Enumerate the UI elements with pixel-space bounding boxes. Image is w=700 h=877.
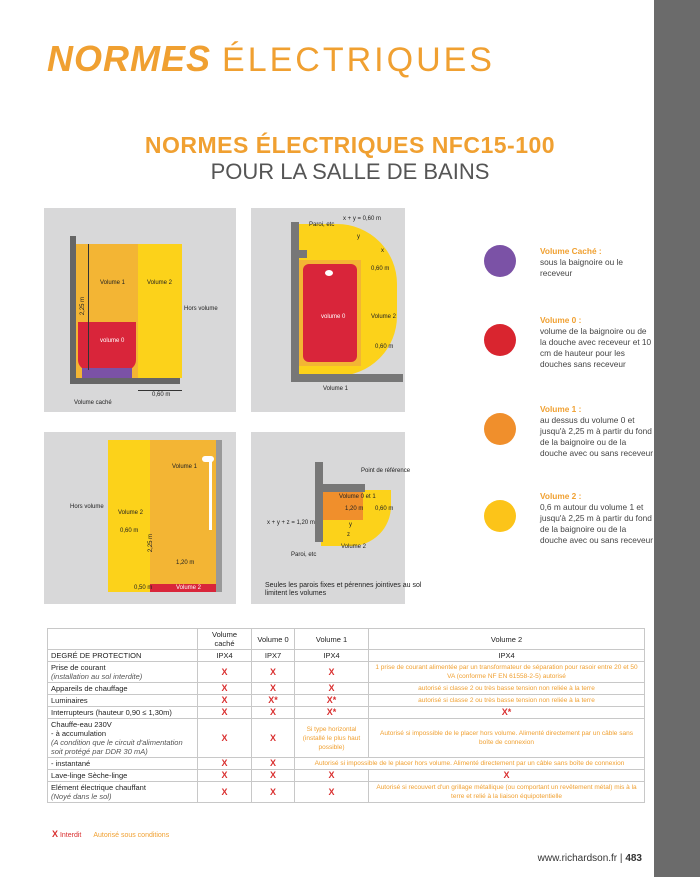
row-label: Prise de courant xyxy=(51,663,106,672)
tub-feet xyxy=(82,368,132,378)
bathtub-volume-0 xyxy=(78,322,136,370)
label-y: y xyxy=(357,234,360,240)
table-row: Interrupteurs (hauteur 0,90 ≤ 1,30m) X X X* X* xyxy=(48,707,645,719)
label-volume-0: volume 0 xyxy=(100,338,125,344)
wall-bottom xyxy=(291,374,403,382)
row-label: DEGRÉ DE PROTECTION xyxy=(48,650,198,662)
legend-title-1: Volume 1 : xyxy=(540,404,582,414)
label-volume-2-shower: Volume 2 xyxy=(118,510,144,516)
table-footnote xyxy=(52,829,169,839)
diagram-bathtub-elevation xyxy=(44,208,236,412)
title-light: ÉLECTRIQUES xyxy=(222,41,495,79)
label-volume-1-plan: Volume 1 xyxy=(323,386,349,392)
label-reference: Point de référence xyxy=(361,468,411,474)
width-line xyxy=(138,390,182,391)
label-060-mid: 0,60 m xyxy=(375,344,394,350)
table-row: Prise de courant (installation au sol interdite) X X X 1 prise de courant alimentée par un transformateur de séparation pour rasoir entre 20 et 50 VA (conforme NF EN 61558-2-5) autorisé xyxy=(48,662,645,683)
label-width: 0,60 m xyxy=(152,392,171,398)
zone-volume-2 xyxy=(138,244,182,378)
page-number: 483 xyxy=(625,853,642,864)
shower-wall xyxy=(216,440,222,592)
table-row: Chauffe-eau 230V - à accumulation (A condition que le circuit d'alimentation soit protégé par DDR 30 mA) X X Si type horizontal (installé le plus haut possible) Autorisé si impossible de le placer hors volume. Alimenté directement par un câble sans boîte de connexion xyxy=(48,719,645,758)
legend-text-2: 0,6 m autour du volume 1 et jusqu'à 2,25 m à partir du fond de la baignoire ou de la douche avec ou sans receveur xyxy=(540,502,654,545)
label-volume-1-shower: Volume 1 xyxy=(172,464,198,470)
col-volume-0: Volume 0 xyxy=(252,629,295,650)
label-120-shower: 1,20 m xyxy=(176,560,195,566)
diagram-shower-plan xyxy=(251,432,422,604)
row-label: Interrupteurs (hauteur 0,90 ≤ 1,30m) xyxy=(48,707,198,719)
row-label: Lave-linge Sèche-linge xyxy=(48,770,198,782)
subtitle-line1: NORMES ÉLECTRIQUES NFC15-100 xyxy=(144,132,556,158)
label-volume-1: Volume 1 xyxy=(100,280,126,286)
legend-dot-volume-2 xyxy=(484,500,516,532)
norms-table xyxy=(47,628,645,803)
shower-pipe xyxy=(209,460,212,530)
row-label: Appareils de chauffage xyxy=(48,683,198,695)
wall-h xyxy=(291,250,307,258)
label-060-shower: 0,60 m xyxy=(120,528,139,534)
label-050-shower: 0,50 m xyxy=(134,585,153,591)
label-060-plan: 0,60 m xyxy=(375,506,394,512)
wall-left xyxy=(291,258,299,382)
label-volume-2-plan: Volume 2 xyxy=(371,314,397,320)
label-x: x xyxy=(381,248,384,254)
legend-text-1: au dessus du volume 0 et jusqu'à 2,25 m à partir du fond de la baignoire ou de la douche avec ou sans receveur xyxy=(540,415,654,458)
table-row: Lave-linge Sèche-linge X X X X xyxy=(48,770,645,782)
legend-title-0: Volume 0 : xyxy=(540,315,582,325)
tub-volume-0-plan xyxy=(303,264,357,362)
drain-icon xyxy=(325,270,333,276)
diagram-note: Seules les parois fixes et pérennes jointives au sol limitent les volumes xyxy=(265,582,422,597)
footnote-autorise: Autorisé sous conditions xyxy=(93,832,170,839)
row-label: - instantané xyxy=(48,758,198,770)
title-bold: NORMES xyxy=(47,38,212,79)
height-line xyxy=(88,244,89,370)
footer-site[interactable]: www.richardson.fr xyxy=(537,853,618,864)
label-z-plan: z xyxy=(347,532,350,538)
legend-text-0: volume de la baignoire ou de la douche avec receveur et 10 cm de hauteur pour les douches sans receveur xyxy=(540,326,652,369)
footnote-x: X xyxy=(52,829,59,839)
floor xyxy=(70,378,180,384)
label-060-top: 0,60 m xyxy=(371,266,390,272)
label-hors-volume: Hors volume xyxy=(184,306,218,312)
table-row: Luminaires X X* X* autorisé si classe 2 ou très basse tension non reliée à la terre xyxy=(48,695,645,707)
label-xy: x + y = 0,60 m xyxy=(343,216,382,222)
col-volume-cache: Volume caché xyxy=(198,629,252,650)
row-label: Elément électrique chauffant xyxy=(51,783,146,792)
diagram-shower-elevation xyxy=(44,432,236,604)
label-xyz: x + y + z = 1,20 m xyxy=(267,520,315,526)
label-hors-volume-shower: Hors volume xyxy=(70,504,104,510)
shower-head-icon xyxy=(202,456,214,462)
subtitle-line2: POUR LA SALLE DE BAINS xyxy=(210,159,490,184)
col-volume-2: Volume 2 xyxy=(369,629,645,650)
label-volume-2-floor: Volume 2 xyxy=(176,585,202,591)
label-volume-0-plan: volume 0 xyxy=(321,314,346,320)
row-label: Luminaires xyxy=(48,695,198,707)
table-row: Appareils de chauffage X X X autorisé si classe 2 ou très basse tension non reliée à la terre xyxy=(48,683,645,695)
label-paroi: Paroi, etc xyxy=(309,222,335,228)
label-paroi-plan: Paroi, etc xyxy=(291,552,317,558)
legend-volume-1 xyxy=(540,404,655,459)
table-row: - instantané X X Autorisé si impossible de le placer hors volume. Alimenté directement par un câble sans boîte de connexion xyxy=(48,758,645,770)
legend-title-cache: Volume Caché : xyxy=(540,246,602,256)
legend-text-cache: sous la baignoire ou le receveur xyxy=(540,257,624,278)
table-row: DEGRÉ DE PROTECTION IPX4 IPX7 IPX4 IPX4 xyxy=(48,650,645,662)
label-volume-cache: Volume caché xyxy=(74,400,112,406)
wall-vertical xyxy=(315,462,323,542)
label-225-shower: 2,25 m xyxy=(148,533,155,553)
page-title xyxy=(47,38,495,80)
label-120-plan: 1,20 m xyxy=(345,506,364,512)
legend-dot-volume-1 xyxy=(484,413,516,445)
legend-volume-2 xyxy=(540,491,655,546)
diagram-bathtub-plan xyxy=(251,208,405,412)
col-volume-1: Volume 1 xyxy=(295,629,369,650)
legend-dot-volume-0 xyxy=(484,324,516,356)
label-volume-2: Volume 2 xyxy=(147,280,173,286)
table-row: Elément électrique chauffant (Noyé dans le sol) X X X Autorisé si recouvert d'un grillage métallique (ou comportant un revêtement métal) mis à la terre et relié à la liaison équipotentielle xyxy=(48,782,645,803)
page-footer xyxy=(538,853,642,864)
legend-volume-0 xyxy=(540,315,655,370)
row-label: Chauffe-eau 230V xyxy=(51,720,112,729)
footer-separator: | xyxy=(619,853,623,864)
table-header-row xyxy=(48,629,645,650)
legend-dot-volume-cache xyxy=(484,245,516,277)
footnote-interdit: Interdit xyxy=(59,832,82,839)
label-volume-01: Volume 0 et 1 xyxy=(339,494,376,500)
label-y-plan: y xyxy=(349,522,352,528)
label-volume-2-shower-plan: Volume 2 xyxy=(341,544,367,550)
legend-title-2: Volume 2 : xyxy=(540,491,582,501)
label-height: 2,25 m xyxy=(80,296,87,316)
wall-horizontal xyxy=(315,484,365,492)
section-subtitle xyxy=(0,132,700,185)
legend-volume-cache xyxy=(540,246,655,279)
